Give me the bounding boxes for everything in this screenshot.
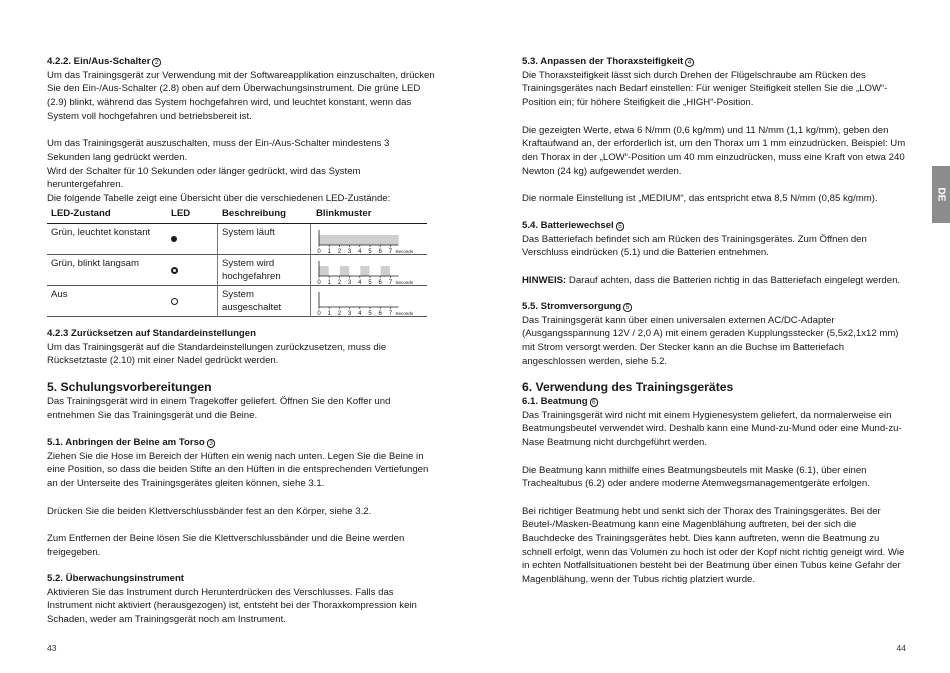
pattern-tick-label: 5 [368,249,372,254]
led-indicator-cell [171,255,187,285]
section-5-5 [522,300,906,369]
heading-text: 4.2.2. Ein/Aus-Schalter [47,56,151,67]
pattern-axis-unit: Seconds [395,249,414,254]
led-state-cell: Grün, blinkt langsam [51,258,139,269]
pattern-tick-label: 6 [378,280,382,285]
pattern-on-bar [381,266,390,276]
heading-text: 5.3. Anpassen der Thoraxsteifigkeit [522,56,684,67]
section-heading [522,395,906,409]
chapter-heading: 5. Schulungsvorbereitungen [47,380,212,394]
pattern-tick-label: 7 [388,249,393,254]
paragraph: Um das Trainingsgerät auf die Standardeinstellungen zurückzusetzen, muss die Rücksetztaste (2.10) mit einer Nadel gedrückt werden. [47,341,387,367]
paragraph: Das Trainingsgerät wird in einem Tragekoffer geliefert. Öffnen Sie den Koffer und entnehmen Sie das Trainingsgerät und die Beine. [47,396,391,421]
pattern-tick-label: 2 [337,311,342,316]
paragraph: Ziehen Sie die Hose im Bereich der Hüften ein wenig nach unten. Legen Sie die Beine in eine Position, so dass die beiden Stifte an den Hüften in die entsprechenden Vertiefungen an der Unterseite des Trainingsgerätes gleiten können, siehe 3.1. [47,450,429,490]
paragraph: Die folgende Tabelle zeigt eine Übersicht über die verschiedenen LED-Zustände: [47,193,391,205]
pattern-tick-label: 3 [347,249,352,254]
pattern-on-bar [320,266,329,276]
paragraph: Zum Entfernen der Beine lösen Sie die Klettverschlussbänder und die Beine werden freigegeben. [47,532,405,558]
figure-ref-badge: 3 [207,439,216,448]
heading-text: 6.1. Beatmung [522,396,588,407]
pattern-tick-label: 5 [368,311,372,316]
pattern-tick-label: 4 [358,311,362,316]
paragraph: Das Trainingsgerät kann über einen universalen externen AC/DC-Adapter (Ausgangsspannung 12V / 2,0 A) mit einem geraden Kupplungsstecker (5,5x2,1x12 mm) mit Strom versorgt werden. Der Stecker kann an die Buchse im Batteriefach angeschlossen werden, siehe 5.2. [522,314,899,367]
pattern-tick-label: 6 [378,249,382,254]
pattern-axis-unit: Seconds [395,280,414,285]
pattern-tick-label: 3 [347,280,352,285]
led-off-icon [171,298,178,305]
column-header: LED [171,208,191,219]
table-row [47,286,427,317]
paragraph: Bei richtiger Beatmung hebt und senkt sich der Thorax des Trainingsgerätes. Bei der Beutel-/Masken-Beatmung kann eine Magenblähung auftreten, bei der sich die Bauchdecke des Trainingsgerätes hebt. Dies kann auftreten, wenn die Beatmung zu schnell erfolgt, wenn das Volumen zu hoch ist oder der Kopf nicht richtig geneigt wird. Wie in echten Notfallsituationen besteht bei der Beatmung über einen Tubus keine Gefahr der Magenblähung, wenn der Tubus richtig platziert wurde. [522,505,905,586]
paragraph: Die normale Einstellung ist „MEDIUM“, das entspricht etwa 8,5 N/mm (0,85 kg/mm). [522,193,878,204]
section-heading [522,300,906,314]
figure-ref-badge: 2 [152,58,161,67]
figure-ref-badge: 4 [685,58,694,67]
section-5-2 [47,572,435,627]
led-indicator-cell [171,224,187,254]
section-heading [522,55,906,69]
section-5-3 [522,55,906,206]
pattern-tick-label: 7 [388,280,393,285]
column-divider [217,224,218,317]
blink-pattern-off [316,288,426,316]
pattern-tick-label: 4 [358,280,362,285]
table-row [47,255,427,286]
section-heading: 5.2. Überwachungsinstrument [47,573,185,584]
note-label: HINWEIS: [522,274,567,286]
section-6-1 [522,395,906,587]
led-indicator-cell [171,286,187,316]
figure-ref-badge: 6 [590,398,599,407]
led-state-cell: Grün, leuchtet konstant [51,227,151,238]
pattern-tick-label: 5 [368,280,372,285]
section-heading [522,219,906,233]
column-header: LED-Zustand [51,208,111,219]
column-header: Blinkmuster [316,208,372,219]
note-paragraph [522,274,906,288]
pattern-tick-label: 0 [317,311,321,316]
heading-text: 5.4. Batteriewechsel [522,220,614,231]
pattern-tick-label: 1 [327,311,331,316]
paragraph: Aktivieren Sie das Instrument durch Herunterdrücken des Verschlusses. Falls das Instrument nicht aktiviert (herausgezogen) ist, entsteht bei der Thoraxkompression kein Schaden, weder am Trainingsgerät noch am Instrument. [47,586,417,626]
led-on-icon [171,236,177,242]
blink-pattern-slow [316,257,426,285]
section-heading [47,55,435,69]
pattern-axis-unit: Seconds [395,311,414,316]
language-tab-label: DE [935,187,947,202]
chapter-heading: 6. Verwendung des Trainingsgerätes [522,380,734,394]
right-page [522,0,906,673]
section-5 [47,380,435,422]
description-cell: System wird hochgefahren [222,258,281,282]
pattern-tick-label: 2 [337,280,342,285]
led-state-cell: Aus [51,289,68,300]
pattern-tick-label: 1 [327,249,331,254]
pattern-tick-label: 4 [358,249,362,254]
heading-text: 5.5. Stromversorgung [522,301,622,312]
page-number: 44 [896,643,906,653]
description-cell: System läuft [222,227,275,238]
figure-ref-badge: 5 [623,303,632,312]
figure-ref-badge: 5 [616,222,625,231]
section-6 [522,380,906,395]
section-heading [47,436,435,450]
section-5-1 [47,436,435,559]
description-cell: System ausgeschaltet [222,289,282,313]
led-status-table [47,207,427,317]
table-header [47,207,427,224]
paragraph: Um das Trainingsgerät auszuschalten, muss der Ein-/Aus-Schalter mindestens 3 Sekunden lang gedrückt werden. [47,138,390,163]
paragraph: Das Batteriefach befindet sich am Rücken des Trainingsgerätes. Zum Öffnen den Verschluss eindrücken (5.1) und die Batterien entnehmen. [522,233,867,259]
section-heading: 4.2.3 Zurücksetzen auf Standardeinstellungen [47,328,256,339]
paragraph: Wird der Schalter für 10 Sekunden oder länger gedrückt, wird das System heruntergefahren. [47,165,361,191]
pattern-tick-label: 1 [327,280,331,285]
paragraph: Die Thoraxsteifigkeit lässt sich durch Drehen der Flügelschraube am Rücken des Trainingsgerätes nach Bedarf einstellen: Für weniger Steifigkeit stellen Sie die „LOW“-Position ein; für höhere Steifigkeit die „HIGH“-Position. [522,69,888,109]
section-4-2-2 [47,55,435,206]
paragraph: Um das Trainingsgerät zur Verwendung mit der Softwareapplikation einzuschalten, drücken Sie den Ein-/Aus-Schalter (2.8) oben auf dem Überwachungsinstrument. Die grüne LED (2.9) blinkt, während das System hochgefahren wird, und leuchtet konstant, wenn das System voll hochgefahren und betriebsbereit ist. [47,69,435,122]
table-row [47,224,427,255]
pattern-tick-label: 6 [378,311,382,316]
pattern-on-bar [319,235,399,245]
left-page [47,0,435,673]
section-5-4 [522,219,906,288]
pattern-tick-label: 0 [317,249,321,254]
pattern-tick-label: 0 [317,280,321,285]
note-text: Darauf achten, dass die Batterien richtig in das Batteriefach eingelegt werden. [566,274,901,286]
language-tab [932,166,950,223]
pattern-tick-label: 3 [347,311,352,316]
blink-pattern-constant [316,226,426,254]
page-number: 43 [47,643,57,653]
pattern-on-bar [360,266,369,276]
paragraph: Die Beatmung kann mithilfe eines Beatmungsbeutels mit Maske (6.1), über einen Trachealtubus (6.2) oder andere moderne Atemwegsmanagementgeräte erfolgen. [522,464,870,490]
paragraph: Die gezeigten Werte, etwa 6 N/mm (0,6 kg/mm) und 11 N/mm (1,1 kg/mm), geben den Kraftaufwand an, der erforderlich ist, um den Thorax um 1 mm einzudrücken. Beispiel: Um den Thorax in der „LOW“-Position um 40 mm einzudrücken, muss eine Kraft von etwa 240 Newton (24 kg) aufgewendet werden. [522,124,906,177]
section-4-2-3 [47,327,435,368]
paragraph: Das Trainingsgerät wird nicht mit einem Hygienesystem geliefert, da normalerweise ein Beatmungsbeutel verwendet wird. Deshalb kann eine Mund-zu-Mund oder eine Mund-zu-Nase Beatmung nicht durchgeführt werden. [522,409,902,449]
column-divider [310,224,311,317]
paragraph: Drücken Sie die beiden Klettverschlussbänder fest an den Körper, siehe 3.2. [47,505,372,517]
heading-text: 5.1. Anbringen der Beine am Torso [47,437,205,448]
pattern-on-bar [340,266,349,276]
led-blinking-icon [171,267,178,274]
pattern-tick-label: 2 [337,249,342,254]
column-header: Beschreibung [222,208,286,219]
pattern-tick-label: 7 [388,311,393,316]
